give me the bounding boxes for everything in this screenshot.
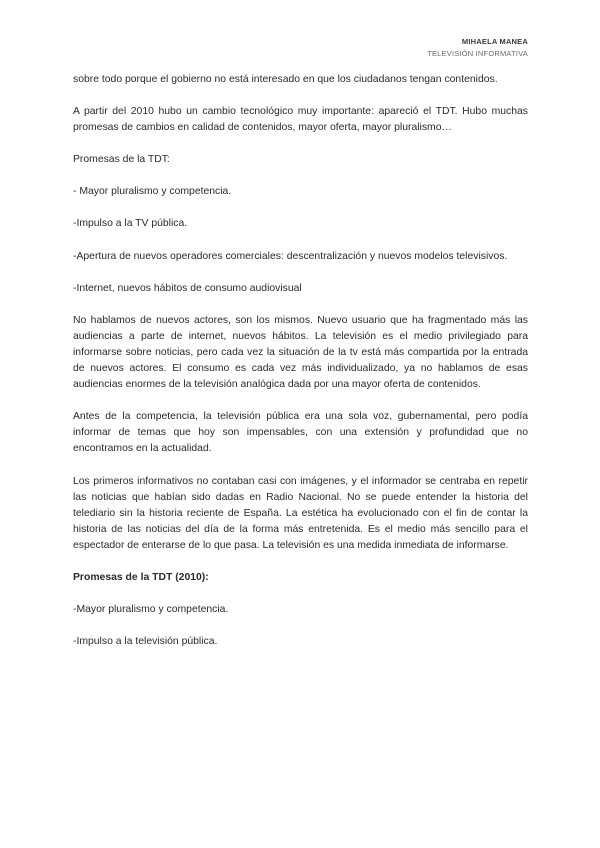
paragraph: sobre todo porque el gobierno no está interesado en que los ciudadanos tengan contenidos. xyxy=(73,74,498,85)
paragraph: Antes de la competencia, la televisión pública era una sola voz, gubernamental, pero podía informar de temas que hoy son impensables, con una extensión y profundidad que no encontramos en la actualidad. xyxy=(73,411,528,455)
page-header xyxy=(427,36,528,60)
list-item: -Mayor pluralismo y competencia. xyxy=(73,604,229,616)
list-item: -Apertura de nuevos operadores comerciales: descentralización y nuevos modelos televisivos. xyxy=(73,250,508,262)
list-item: -Internet, nuevos hábitos de consumo audiovisual xyxy=(73,282,302,294)
document-body xyxy=(73,72,528,650)
list-item: -Impulso a la televisión pública. xyxy=(73,636,218,648)
list-heading: Promesas de la TDT: xyxy=(73,154,170,166)
list-item: - Mayor pluralismo y competencia. xyxy=(73,186,232,198)
paragraph: No hablamos de nuevos actores, son los mismos. Nuevo usuario que ha fragmentado más las audiencias a parte de internet, nuevos hábitos. La televisión es el medio privilegiado para informarse sobre noticias, pero cada vez la situación de la tv está más compartida por la entrada de nuevos actores. El consumo es cada vez más individualizado, ya no hablamos de esas audiencias enormes de la televisión analógica dada por una mayor oferta de contenidos. xyxy=(73,314,528,391)
paragraph: Los primeros informativos no contaban casi con imágenes, y el informador se centraba en repetir las noticias que habían sido dadas en Radio Nacional. No se puede entender la historia del telediario sin la historia reciente de España. La estética ha evolucionado con el fin de contar la historia de las noticias del día de la forma más entretenida. Es el medio más sencillo para el espectador de enterarse de lo que pasa. La televisión es una medida inmediata de informarse. xyxy=(73,475,528,551)
document-subtitle: TELEVISIÓN INFORMATIVA xyxy=(427,49,528,58)
list-item: -Impulso a la TV pública. xyxy=(73,218,188,230)
author-name: MIHAELA MANEA xyxy=(461,37,528,46)
paragraph: A partir del 2010 hubo un cambio tecnológico muy importante: apareció el TDT. Hubo muchas promesas de cambios en calidad de contenidos, mayor oferta, mayor pluralismo… xyxy=(73,106,528,134)
section-heading: Promesas de la TDT (2010): xyxy=(73,571,209,583)
